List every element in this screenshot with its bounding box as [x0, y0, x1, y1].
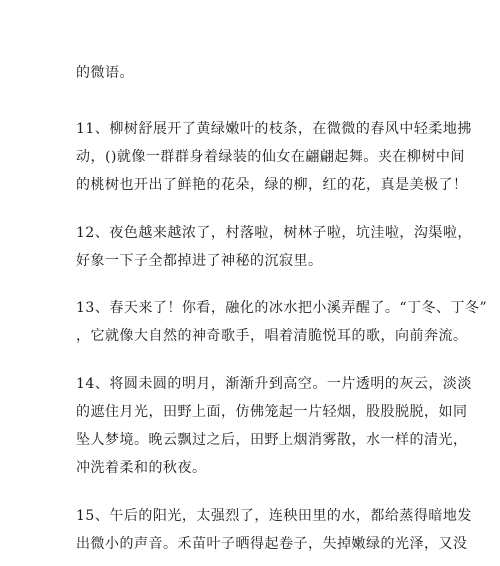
- text-line: 13、春天来了！你看，融化的冰水把小溪弄醒了。“丁冬、丁冬”: [76, 300, 488, 316]
- text-line: 11、柳树舒展开了黄绿嫩叶的枝条，在微微的春风中轻柔地拂: [76, 121, 472, 137]
- text-line: 15、午后的阳光，太强烈了，连秧田里的水，都给蒸得暗地发: [76, 508, 472, 524]
- text-line: 好象一下子全都掉进了神秘的沉寂里。: [76, 253, 323, 269]
- text-line: 14、将圆未圆的明月，渐渐升到高空。一片透明的灰云，淡淡: [76, 376, 472, 392]
- text-line: 冲洗着柔和的秋夜。: [76, 460, 207, 476]
- text-line: 12、夜色越来越浓了，村落啦，树林子啦，坑洼啦，沟渠啦，: [76, 225, 472, 241]
- text-line: 的桃树也开出了鲜艳的花朵，绿的柳，红的花，真是美极了！: [76, 177, 468, 193]
- text-line: 的遮住月光，田野上面，仿佛笼起一片轻烟，股股脱脱，如同: [76, 404, 468, 420]
- text-line: ，它就像大自然的神奇歌手，唱着清脆悦耳的歌，向前奔流。: [76, 328, 468, 344]
- text-line: 出微小的声音。禾苗叶子晒得起卷子，失掉嫩绿的光泽，又没: [76, 536, 468, 552]
- text-line: 坠人梦境。晚云飘过之后，田野上烟消雾散，水一样的清光，: [76, 432, 468, 448]
- text-line: 的微语。: [76, 65, 134, 81]
- text-line: 动，()就像一群群身着绿装的仙女在翩翩起舞。夹在柳树中间: [76, 149, 465, 165]
